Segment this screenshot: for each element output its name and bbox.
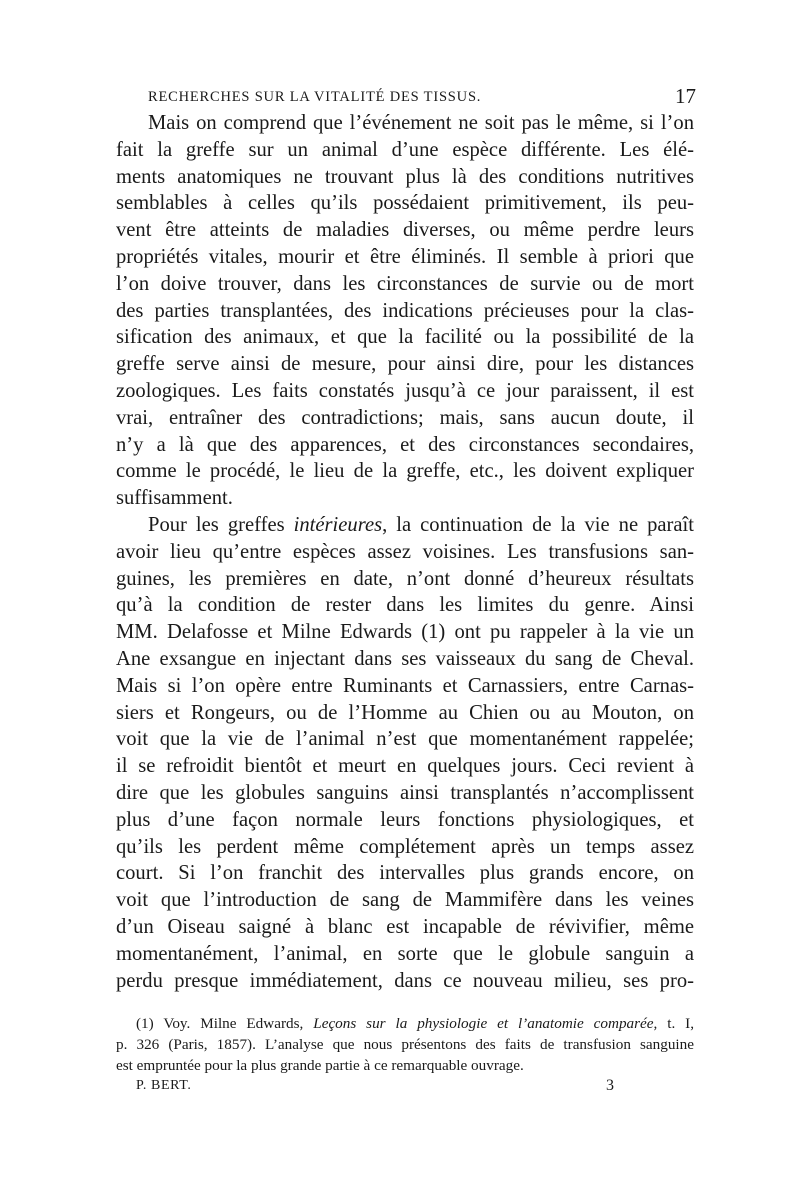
text-line: MM. Delafosse et Milne Edwards (1) ont pu rappeler à la vie un [116,621,694,644]
paragraph-1 [116,110,694,512]
text-line: guines, les premières en date, n’ont donné d’heureux résultats [116,567,694,590]
text-line: voit que la vie de l’animal n’est que momentanément rappelée; [116,728,694,751]
footnote-line: (1) Voy. Milne Edwards, Leçons sur la physiologie et l’anatomie comparée, t. I, [136,1015,695,1032]
footnote-line: est empruntée pour la plus grande partie à ce remarquable ouvrage. [116,1057,524,1075]
text-line: Pour les greffes intérieures, la continuation de la vie ne paraît [148,513,694,536]
page-header [148,86,696,108]
text-line: qu’ils les perdent même complétement après un temps assez [116,835,694,858]
printer-signature: P. BERT. [136,1078,192,1093]
text-line: vrai, entraîner des contradictions; mais, sans aucun doute, il [116,406,694,429]
text-line: n’y a là que des apparences, et des circonstances secondaires, [116,433,694,456]
body-text [116,110,694,994]
text-line: momentanément, l’animal, en sorte que le globule sanguin a [116,942,694,965]
running-title: RECHERCHES SUR LA VITALITÉ DES TISSUS. [148,89,482,105]
footnote [116,1013,694,1077]
text-line: avoir lieu qu’entre espèces assez voisines. Les transfusions san- [116,540,694,563]
text-line: d’un Oiseau saigné à blanc est incapable de révivifier, même [116,915,694,938]
text-line: sification des animaux, et que la facilité ou la possibilité de la [116,326,694,349]
text-line: vent être atteints de maladies diverses, ou même perdre leurs [116,219,694,242]
page-number: 17 [675,84,696,108]
footnote-line: p. 326 (Paris, 1857). L’analyse que nous présentons des faits de transfusion sanguine [116,1036,694,1054]
text-line: greffe serve ainsi de mesure, pour ainsi dire, pour les distances [116,353,694,376]
text-line: Ane exsangue en injectant dans ses vaisseaux du sang de Cheval. [116,647,694,670]
text-line: qu’à la condition de rester dans les limites du genre. Ainsi [116,594,694,617]
signature-mark: 3 [606,1077,614,1094]
text-line: il se refroidit bientôt et meurt en quelques jours. Ceci revient à [116,755,694,778]
text-line: suffisamment. [116,487,233,510]
text-line: Mais on comprend que l’événement ne soit pas le même, si l’on [148,112,694,134]
text-line: voit que l’introduction de sang de Mammifère dans les veines [116,889,694,912]
text-line: propriétés vitales, mourir et être éliminés. Il semble à priori que [116,245,694,268]
text-line: comme le procédé, le lieu de la greffe, etc., les doivent expliquer [116,460,694,483]
text-line: zoologiques. Les faits constatés jusqu’à ce jour paraissent, il est [116,379,694,402]
text-line: dire que les globules sanguins ainsi transplantés n’accomplissent [116,781,694,804]
text-line: Mais si l’on opère entre Ruminants et Carnassiers, entre Carnas- [116,674,694,697]
text-line: plus d’une façon normale leurs fonctions physiologiques, et [116,808,694,831]
text-line: court. Si l’on franchit des intervalles plus grands encore, on [116,862,694,885]
text-line: des parties transplantées, des indications précieuses pour la clas- [116,299,694,322]
text-line: fait la greffe sur un animal d’une espèce différente. Les élé- [116,138,694,161]
text-line: siers et Rongeurs, ou de l’Homme au Chien ou au Mouton, on [116,701,694,724]
text-line: ments anatomiques ne trouvant plus là des conditions nutritives [116,165,694,188]
emphasis-interieures: intérieures [293,513,383,536]
paragraph-2 [116,512,694,994]
text-line: perdu presque immédiatement, dans ce nouveau milieu, ses pro- [116,969,694,992]
signature-line [136,1078,614,1098]
cited-work-title: Leçons sur la physiologie et l’anatomie comparée [313,1015,654,1032]
text-line: semblables à celles qu’ils possédaient primitivement, ils peu- [116,192,694,215]
text-line: l’on doive trouver, dans les circonstances de survie ou de mort [116,272,694,295]
